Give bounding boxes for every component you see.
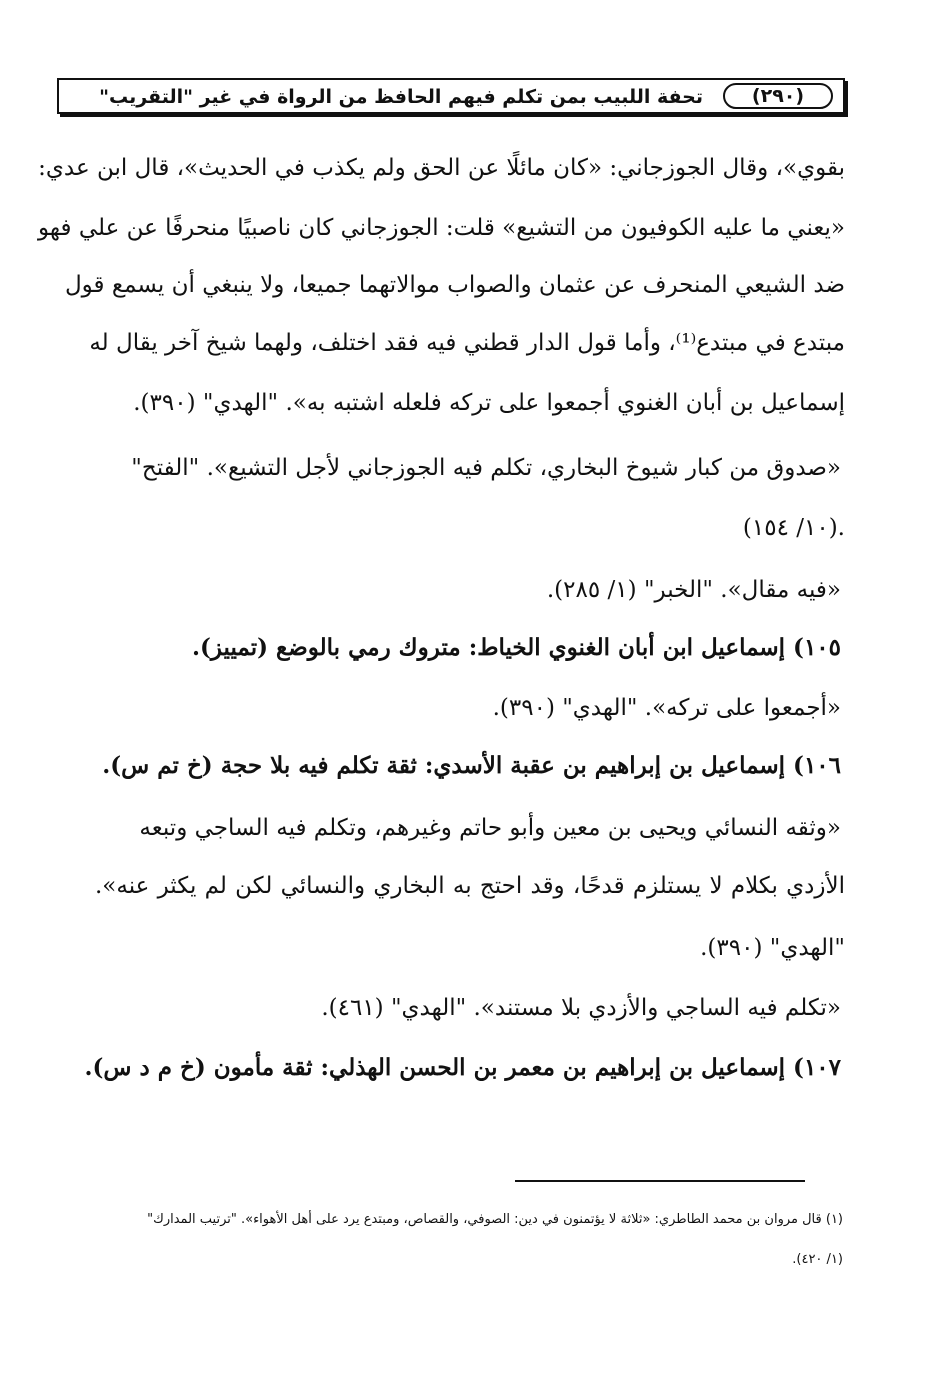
- entry-heading-105: ١٠٥) إسماعيل ابن أبان الغنوي الخياط: متروك رمي بالوضع (تمييز).: [191, 634, 841, 661]
- text-line: «فيه مقال». "الخبر" (١/ ٢٨٥).: [546, 577, 841, 603]
- entry-heading-107: ١٠٧) إسماعيل بن إبراهيم بن معمر بن الحسن الهذلي: ثقة مأمون (خ م د س).: [84, 1054, 841, 1081]
- footnote-line: (١/ ٤٢٠).: [792, 1252, 843, 1267]
- footnote-separator: [515, 1180, 805, 1182]
- text-line: "الهدي" (٣٩٠).: [700, 935, 845, 961]
- text-line: الأزدي بكلام لا يستلزم قدحًا، وقد احتج به البخاري والنسائي لكن لم يكثر عنه».: [95, 873, 845, 899]
- text-line: (١٠/ ١٥٤).: [742, 515, 845, 541]
- page-number: (٢٩٠): [723, 83, 833, 109]
- footnote-line: (١) قال مروان بن محمد الطاطري: «ثلاثة لا يؤتمنون في دين: الصوفي، والقصاص، ومبتدع يرد على أهل الأهواء». "ترتيب المدارك": [147, 1212, 843, 1227]
- book-title: تحفة اللبيب بمن تكلم فيهم الحافظ من الرواة في غير "التقريب": [99, 86, 703, 108]
- text-line: «وثقه النسائي ويحيى بن معين وأبو حاتم وغيرهم، وتكلم فيه الساجي وتبعه: [139, 815, 841, 841]
- text-line: إسماعيل بن أبان الغنوي أجمعوا على تركه فلعله اشتبه به». "الهدي" (٣٩٠).: [133, 390, 845, 416]
- text-line: بقوي»، وقال الجوزجاني: «كان مائلًا عن الحق ولم يكذب في الحديث»، قال ابن عدي:: [38, 155, 845, 181]
- text-line: «صدوق من كبار شيوخ البخاري، تكلم فيه الجوزجاني لأجل التشيع». "الفتح": [131, 455, 841, 481]
- text-line: «تكلم فيه الساجي والأزدي بلا مستند». "الهدي" (٤٦١).: [321, 995, 841, 1021]
- text-line: ضد الشيعي المنحرف عن عثمان والصواب موالاتهما جميعا، ولا ينبغي أن يسمع قول: [64, 272, 845, 298]
- running-header: [57, 78, 845, 114]
- entry-heading-106: ١٠٦) إسماعيل بن إبراهيم بن عقبة الأسدي: ثقة تكلم فيه بلا حجة (خ تم س).: [102, 752, 841, 779]
- text-line: «أجمعوا على تركه». "الهدي" (٣٩٠).: [492, 695, 841, 721]
- text-line: «يعني ما عليه الكوفيون من التشيع» قلت: الجوزجاني كان ناصبيًا منحرفًا عن علي فهو: [38, 215, 845, 241]
- text-line: مبتدع في مبتدع⁽¹⁾، وأما قول الدار قطني فيه فقد اختلف، ولهما شيخ آخر يقال له: [89, 330, 845, 356]
